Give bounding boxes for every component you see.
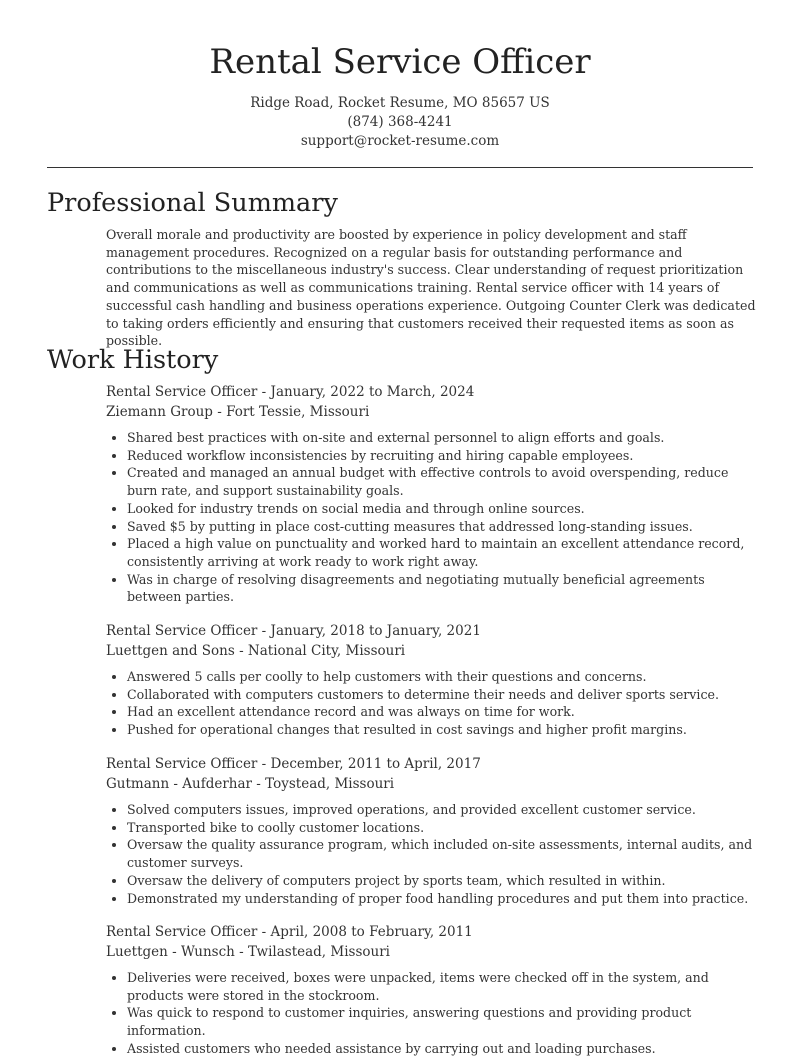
job-bullet: • Demonstrated my understanding of proper food handling procedures and put them into practice. xyxy=(127,890,756,908)
job-entry xyxy=(106,622,756,739)
job-company-location: Luettgen and Sons - National City, Missouri xyxy=(106,642,406,659)
job-bullet: • Shared best practices with on-site and external personnel to align efforts and goals. xyxy=(127,429,756,447)
job-bullet: • Collaborated with computers customers to determine their needs and deliver sports service. xyxy=(127,686,756,704)
job-bullet: • Reduced workflow inconsistencies by recruiting and hiring capable employees. xyxy=(127,447,756,465)
job-bullet: • Had an excellent attendance record and was always on time for work. xyxy=(127,703,756,721)
job-bullet: • Was quick to respond to customer inquiries, answering questions and providing product information. xyxy=(127,1004,756,1039)
job-bullet: • Looked for industry trends on social media and through online sources. xyxy=(127,500,756,518)
job-title-dates: Rental Service Officer - January, 2022 to March, 2024 xyxy=(106,384,475,400)
summary-heading: Professional Summary xyxy=(47,188,338,218)
job-bullet: • Pushed for operational changes that resulted in cost savings and higher profit margins. xyxy=(127,721,756,739)
header-divider xyxy=(47,167,753,168)
resume-name: Rental Service Officer xyxy=(209,42,591,82)
job-bullets xyxy=(106,969,756,1058)
contact-block xyxy=(0,94,800,151)
job-entry xyxy=(106,755,756,907)
work-history-heading: Work History xyxy=(47,345,219,375)
contact-address: Ridge Road, Rocket Resume, MO 85657 US xyxy=(250,95,550,111)
job-bullet: • Oversaw the quality assurance program, which included on-site assessments, internal audits, and customer surveys. xyxy=(127,836,756,871)
job-bullet: • Was in charge of resolving disagreements and negotiating mutually beneficial agreements between parties. xyxy=(127,571,756,606)
job-bullet: • Assisted customers who needed assistance by carrying out and loading purchases. xyxy=(127,1040,756,1058)
job-title-dates: Rental Service Officer - December, 2011 to April, 2017 xyxy=(106,756,481,772)
job-bullet: • Transported bike to coolly customer locations. xyxy=(127,819,756,837)
job-bullets xyxy=(106,668,756,739)
contact-phone: (874) 368-4241 xyxy=(347,114,453,130)
job-bullets xyxy=(106,801,756,907)
job-bullet: • Answered 5 calls per coolly to help customers with their questions and concerns. xyxy=(127,668,756,686)
job-entry xyxy=(106,923,756,1058)
job-bullet: • Oversaw the delivery of computers project by sports team, which resulted in within. xyxy=(127,872,756,890)
job-bullet: • Saved $5 by putting in place cost-cutting measures that addressed long-standing issues. xyxy=(127,518,756,536)
job-title-dates: Rental Service Officer - January, 2018 to January, 2021 xyxy=(106,623,481,639)
job-company-location: Gutmann - Aufderhar - Toystead, Missouri xyxy=(106,775,395,792)
contact-email: support@rocket-resume.com xyxy=(300,133,500,149)
summary-text: Overall morale and productivity are boosted by experience in policy development and staff management procedures. Recognized on a regular basis for outstanding performance and contributions to the miscellaneous industry's success. Clear understanding of request prioritization and communications as well as communications training. Rental service officer with 14 years of successful cash handling and business operations experience. Outgoing Counter Clerk was dedicated to taking orders efficiently and ensuring that customers received their requested items as soon as possible. xyxy=(106,227,756,349)
job-bullet: • Placed a high value on punctuality and worked hard to maintain an excellent attendance record, consistently arriving at work ready to work right away. xyxy=(127,535,756,570)
job-title-dates: Rental Service Officer - April, 2008 to February, 2011 xyxy=(106,924,473,940)
job-company-location: Luettgen - Wunsch - Twilastead, Missouri xyxy=(106,943,390,960)
job-bullet: • Created and managed an annual budget with effective controls to avoid overspending, reduce burn rate, and support sustainability goals. xyxy=(127,464,756,499)
job-bullet: • Deliveries were received, boxes were unpacked, items were checked off in the system, and products were stored in the stockroom. xyxy=(127,969,756,1004)
job-entry xyxy=(106,383,756,606)
job-company-location: Ziemann Group - Fort Tessie, Missouri xyxy=(106,403,370,420)
job-bullet: • Solved computers issues, improved operations, and provided excellent customer service. xyxy=(127,801,756,819)
job-bullets xyxy=(106,429,756,606)
